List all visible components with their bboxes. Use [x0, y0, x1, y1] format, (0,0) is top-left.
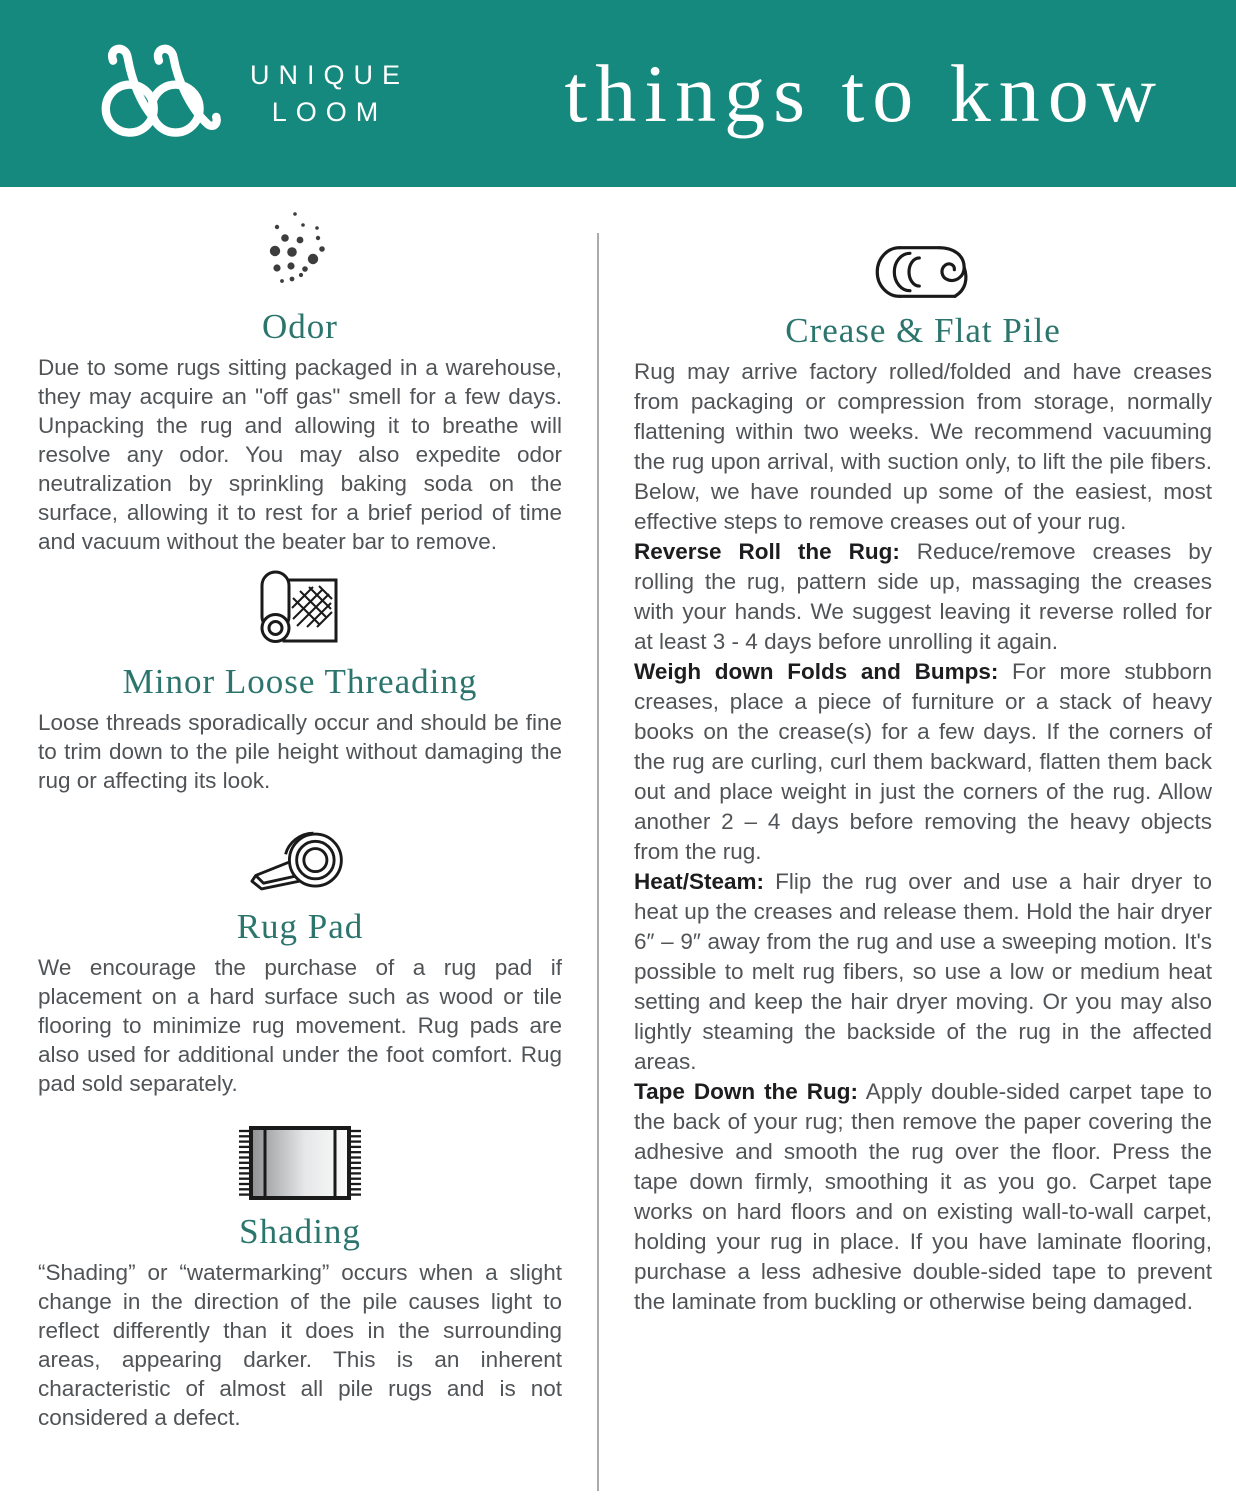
section-body-rug-pad: We encourage the purchase of a rug pad if placement on a hard surface such as wood or tile flooring to minimize rug movement. Rug pads are also used for additional under the foot comfort. Rug pad sold separately.	[38, 955, 562, 1096]
tip-weigh-down	[634, 657, 1212, 867]
tip-reverse-roll-label: Reverse Roll the Rug:	[634, 539, 900, 564]
section-odor	[38, 209, 562, 556]
rug-pad-roll-icon	[250, 827, 350, 897]
section-heading-minor-loose-threading: Minor Loose Threading	[122, 662, 478, 701]
tip-heat-steam-body: Flip the rug over and use a hair dryer to heat up the creases and release them. Hold the hair dryer 6″ – 9″ away from the rug and use a sweeping motion. It's possible to melt rug fibers, so use a low or medium heat setting and keep the hair dryer moving. Or you may also lightly steaming the backside of the rug in the affected areas.	[634, 869, 1212, 1074]
section-body-odor: Due to some rugs sitting packaged in a warehouse, they may acquire an "off gas" smell for a few days. Unpacking the rug and allowing it to breathe will resolve any odor. You may also expedite odor neutralization by sprinkling baking soda on the surface, allowing it to rest for a brief period of time and vacuum without the beater bar to remove.	[38, 355, 562, 554]
tip-tape-down-body: Apply double-sided carpet tape to the back of your rug; then remove the paper covering the adhesive and smooth the rug over the floor. Press the tape down firmly, smoothing it as you go. Carpet tape works on hard floors and on existing wall-to-wall carpet, holding your rug in place. If you have laminate flooring, purchase a less adhesive double-sided tape to prevent the laminate from buckling or otherwise being damaged.	[634, 1079, 1212, 1314]
tip-weigh-down-label: Weigh down Folds and Bumps:	[634, 659, 999, 684]
tip-reverse-roll-body: Reduce/remove creases by rolling the rug, pattern side up, massaging the creases with your hands. We suggest leaving it reverse rolled for at least 3 - 4 days before unrolling it again.	[634, 539, 1212, 654]
column-divider	[597, 233, 599, 1491]
section-body-minor-loose-threading: Loose threads sporadically occur and should be fine to trim down to the pile height without damaging the rug or affecting its look.	[38, 710, 562, 793]
brand-line1: UNIQUE	[250, 60, 410, 91]
section-body-shading: “Shading” or “watermarking” occurs when a slight change in the direction of the pile causes light to reflect differently than it does in the surrounding areas, appearing darker. This is an inherent characteristic of almost all pile rugs and is not considered a defect.	[38, 1260, 562, 1430]
tip-heat-steam-label: Heat/Steam:	[634, 869, 765, 894]
section-rug-pad	[38, 827, 562, 1098]
rolled-rug-crosshatch-icon	[257, 568, 343, 652]
rolled-rug-spiral-icon	[869, 243, 977, 301]
left-column	[38, 187, 562, 1432]
section-heading-crease-flat-pile: Crease & Flat Pile	[785, 311, 1061, 350]
brand-logo	[98, 44, 409, 144]
page-title: things to know	[564, 47, 1164, 139]
section-crease-flat-pile	[634, 243, 1212, 1317]
brand-line2: LOOM	[271, 96, 388, 127]
right-column	[634, 187, 1212, 1317]
section-heading-rug-pad: Rug Pad	[236, 907, 364, 946]
odor-dots-icon	[264, 209, 336, 297]
crease-intro-paragraph: Rug may arrive factory rolled/folded and have creases from packaging or compression from storage, normally flattening within two weeks. We recommend vacuuming the rug upon arrival, with suction only, to lift the pile fibers. Below, we have rounded up some of the easiest, most effective steps to remove creases out of your rug.	[634, 359, 1212, 534]
tip-reverse-roll	[634, 537, 1212, 657]
unique-loom-logo-icon	[98, 44, 224, 144]
section-minor-loose-threading	[38, 568, 562, 795]
tip-heat-steam	[634, 867, 1212, 1077]
brand-name	[250, 57, 409, 130]
tip-tape-down	[634, 1077, 1212, 1317]
header-banner	[0, 0, 1236, 187]
section-heading-odor: Odor	[262, 307, 338, 346]
section-heading-shading: Shading	[239, 1212, 361, 1251]
tip-weigh-down-body: For more stubborn creases, place a piece of furniture or a stack of heavy books on the crease(s) for a few days. If the corners of the rug are curling, curl them backward, flatten them back out and place weight in just the corners of the rug. Allow another 2 – 4 days before removing the heavy objects from the rug.	[634, 659, 1212, 864]
section-shading	[38, 1124, 562, 1432]
tip-tape-down-label: Tape Down the Rug:	[634, 1079, 859, 1104]
shaded-rug-icon	[236, 1124, 364, 1202]
